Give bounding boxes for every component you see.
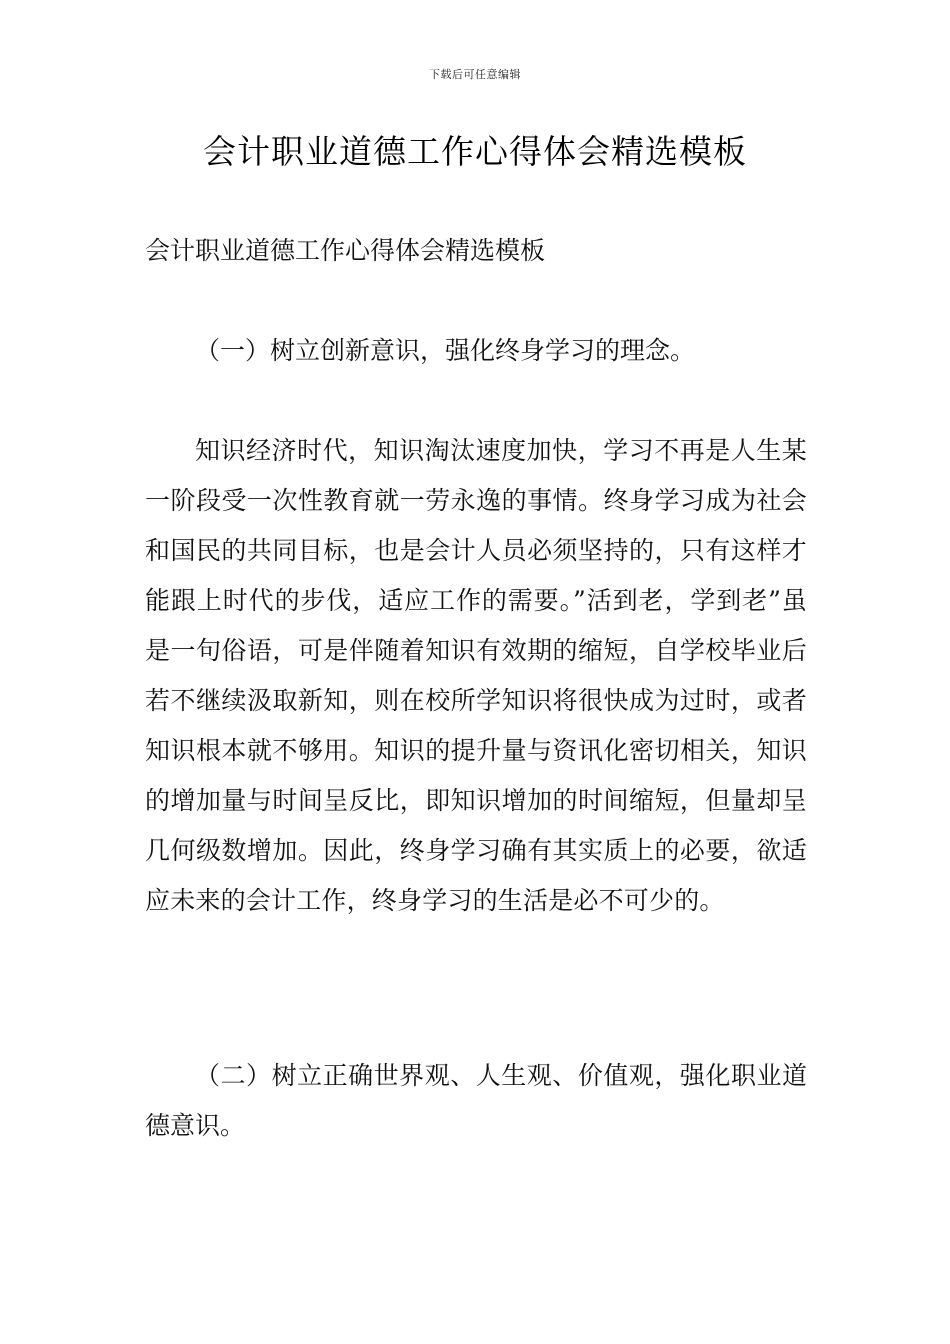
spacer [145,376,807,426]
section-1-paragraph: 知识经济时代，知识淘汰速度加快，学习不再是人生某一阶段受一次性教育就一劳永逸的事情。终身学习成为社会和国民的共同目标，也是会计人员必须坚持的，只有这样才能跟上时代的步伐，适应工作的需要。”活到老，学到老”虽是一句俗语，可是伴随着知识有效期的缩短，自学校毕业后若不继续汲取新知，则在校所学知识将很快成为过时，或者知识根本就不够用。知识的提升量与资讯化密切相关，知识的增加量与时间呈反比，即知识增加的时间缩短，但量却呈几何级数增加。因此，终身学习确有其实质上的必要，欲适应未来的会计工作，终身学习的生活是必不可少的。 [145,436,807,915]
section-1-heading: （一）树立创新意识，强化终身学习的理念。 [195,336,696,365]
document-subtitle: 会计职业道德工作心得体会精选模板 [145,236,546,265]
document-title: 会计职业道德工作心得体会精选模板 [203,132,747,171]
document-body [145,226,807,1151]
page-header-note: 下载后可任意编辑 [429,68,521,81]
section-2-heading: （二）树立正确世界观、人生观、价值观，强化职业道德意识。 [145,1061,807,1140]
spacer [145,276,807,326]
spacer [145,926,807,1051]
